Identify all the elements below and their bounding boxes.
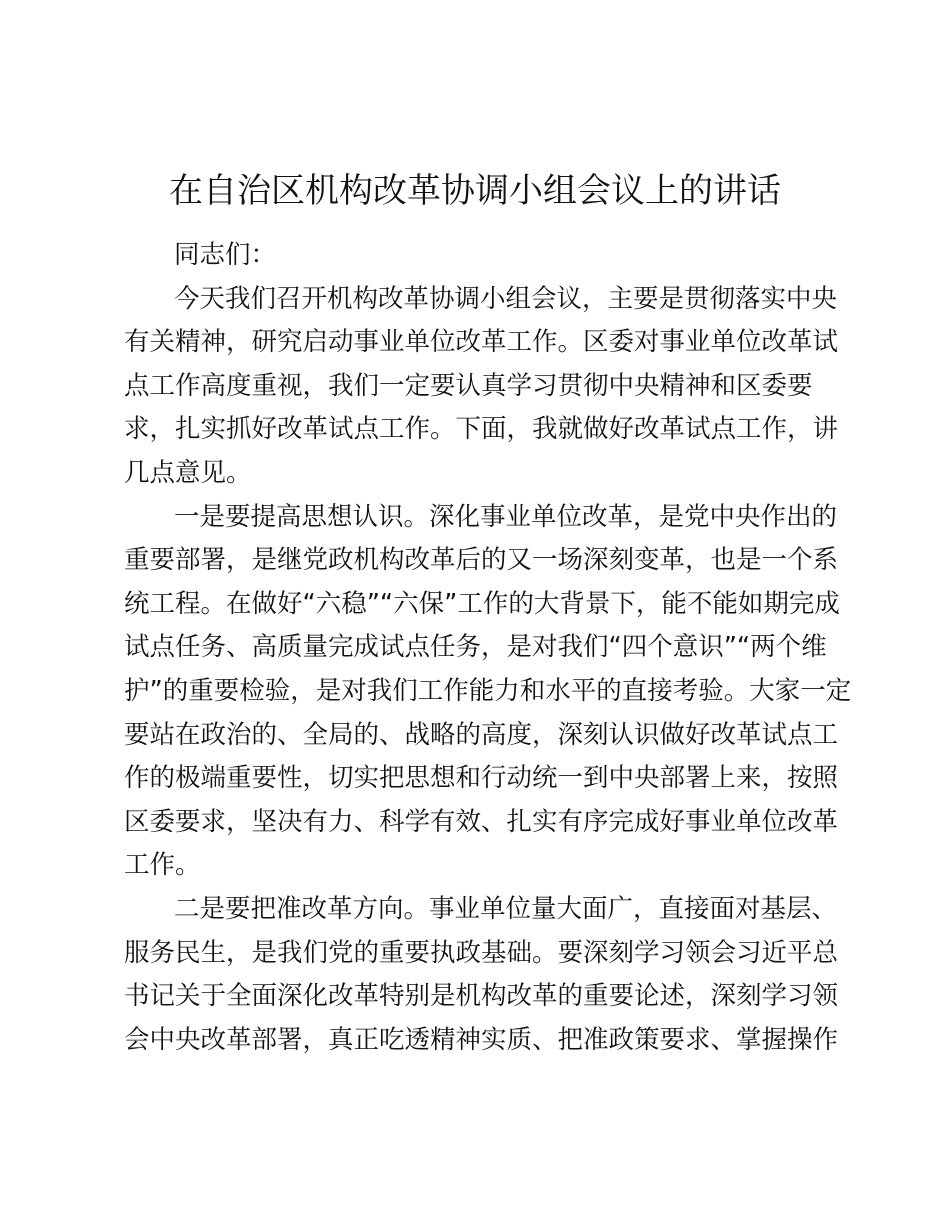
page-title: 在自治区机构改革协调小组会议上的讲话 [169,171,781,211]
text-line: 同志们： [174,240,277,270]
text-line: 服务民生，是我们党的重要执政基础。要深刻学习领会习近平总 [124,937,839,968]
text-line: 要站在政治的、全局的、战略的高度，深刻认识做好改革试点工 [124,719,839,750]
text-line: 会中央改革部署，真正吃透精神实质、把准政策要求、掌握操作 [124,1024,839,1055]
text-line: 区委要求，坚决有力、科学有效、扎实有序完成好事业单位改革 [124,806,839,837]
text-line: 试点任务、高质量完成试点任务，是对我们“四个意识”“两个维 [124,632,827,663]
text-line: 点工作高度重视，我们一定要认真学习贯彻中央精神和区委要 [124,370,813,401]
document-body [124,234,852,1062]
text-line: 二是要把准改革方向。事业单位量大面广，直接面对基层、 [174,893,838,924]
text-line: 护”的重要检验，是对我们工作能力和水平的直接考验。大家一定 [124,675,852,706]
text-line: 有关精神，研究启动事业单位改革工作。区委对事业单位改革试 [124,327,839,358]
text-line: 作的极端重要性，切实把思想和行动统一到中央部署上来，按照 [124,763,839,794]
text-line: 工作。 [124,850,201,881]
text-line: 求，扎实抓好改革试点工作。下面，我就做好改革试点工作，讲 [124,414,839,445]
text-line: 今天我们召开机构改革协调小组会议，主要是贯彻落实中央 [174,283,838,314]
text-line: 一是要提高思想认识。深化事业单位改革，是党中央作出的 [174,501,838,532]
text-line: 统工程。在做好“六稳”“六保”工作的大背景下，能不能如期完成 [124,588,840,619]
text-line: 书记关于全面深化改革特别是机构改革的重要论述，深刻学习领 [124,981,839,1012]
text-line: 几点意见。 [124,457,252,488]
text-line: 重要部署，是继党政机构改革后的又一场深刻变革，也是一个系 [124,545,839,576]
